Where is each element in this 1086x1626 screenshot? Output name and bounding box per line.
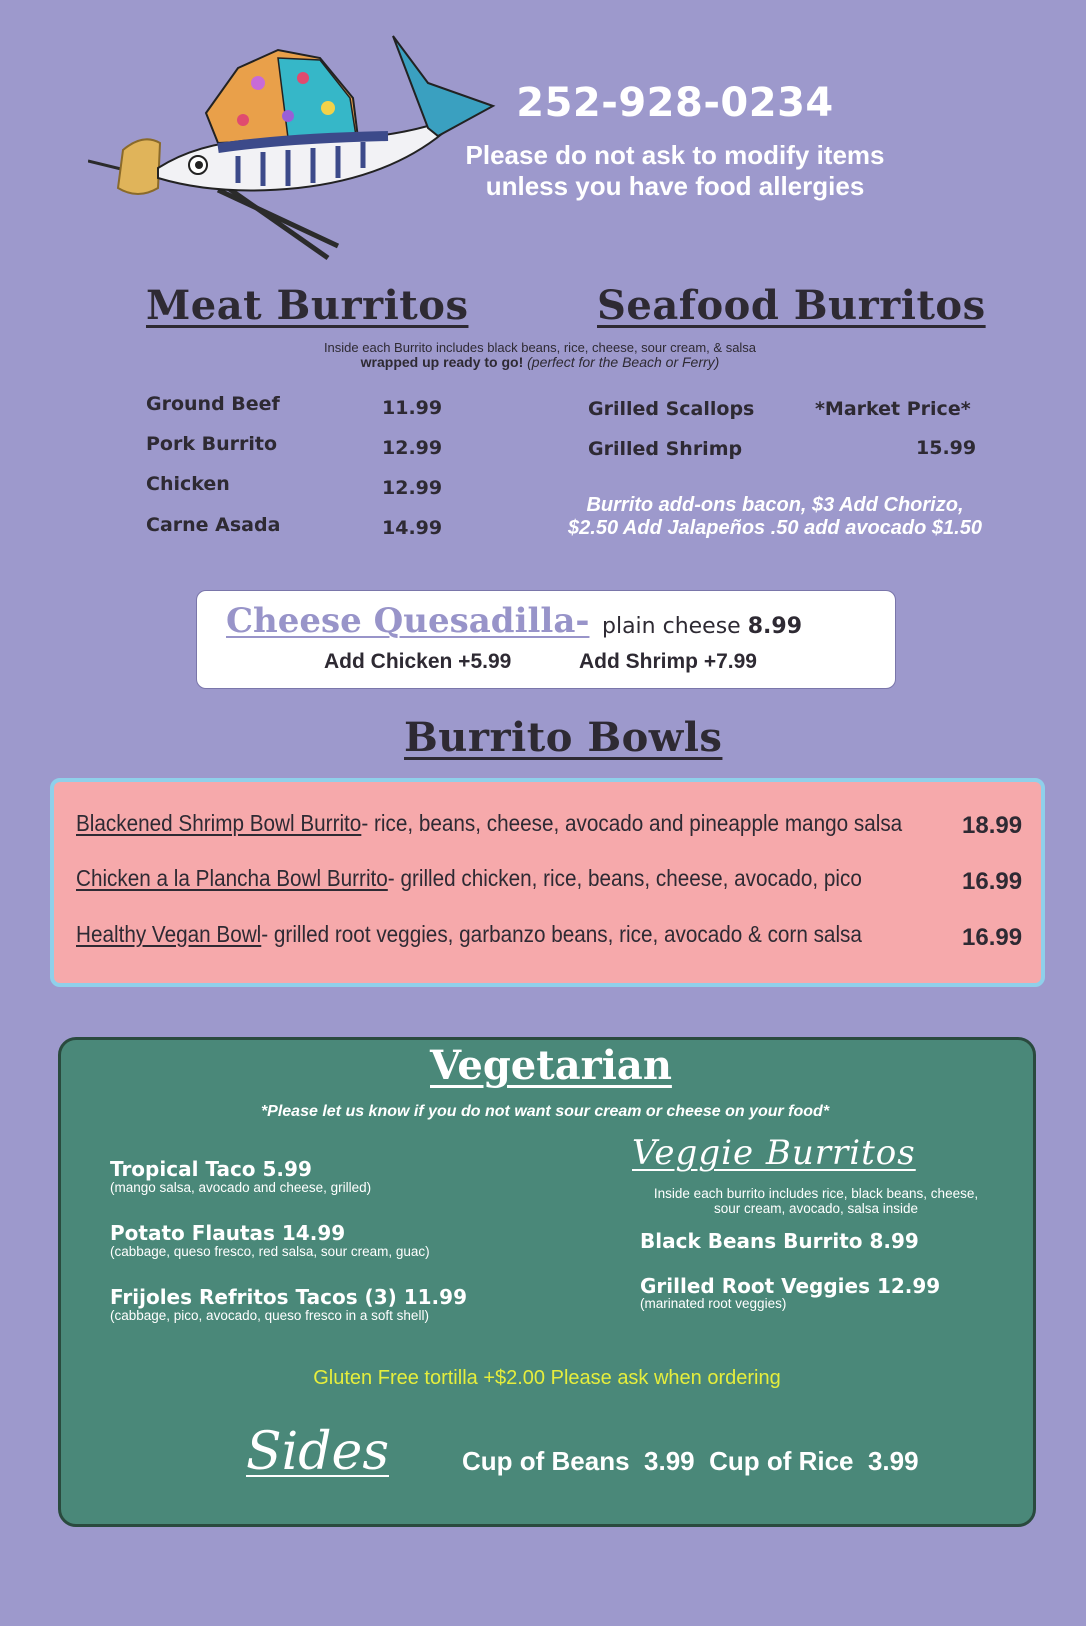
sides-heading: Sides [246,1422,389,1482]
meat-item-price: 14.99 [382,517,443,539]
seafood-item-name: Grilled Shrimp [588,438,743,460]
meat-item-price: 12.99 [382,477,443,499]
meat-item-price: 11.99 [382,397,443,419]
bowl-item: Healthy Vegan Bowl- grilled root veggies, garbanzo beans, rice, avocado & corn salsa [76,921,862,947]
seafood-item-price: 15.99 [916,437,977,459]
meat-item-price: 12.99 [382,437,443,459]
quesadilla-add-chicken: Add Chicken +5.99 [324,650,512,673]
veg-item-desc: (cabbage, pico, avocado, queso fresco in a soft shell) [110,1308,429,1323]
sides-items: Cup of Beans 3.99 Cup of Rice 3.99 [462,1446,919,1476]
meat-item-name: Chicken [146,473,230,495]
veg-item-name: Frijoles Refritos Tacos (3) 11.99 [110,1285,467,1309]
veggie-burritos-note: Inside each burrito includes rice, black beans, cheese, sour cream, avocado, salsa inside [653,1186,979,1216]
veggie-burrito-desc: (marinated root veggies) [640,1296,787,1311]
seafood-burritos-heading: Seafood Burritos [597,282,986,329]
veg-item-desc: (cabbage, queso fresco, red salsa, sour cream, guac) [110,1244,430,1259]
veg-item-name: Potato Flautas 14.99 [110,1221,346,1245]
veg-item-desc: (mango salsa, avocado and cheese, grilled) [110,1180,372,1195]
seafood-item-name: Grilled Scallops [588,398,755,420]
gluten-free-note: Gluten Free tortilla +$2.00 Please ask when ordering [313,1367,781,1389]
quesadilla-add-shrimp: Add Shrimp +7.99 [579,650,757,673]
vegetarian-note: *Please let us know if you do not want sour cream or cheese on your food* [260,1103,830,1120]
veggie-burrito-item: Grilled Root Veggies 12.99 [640,1274,941,1298]
meat-item-name: Pork Burrito [146,433,277,455]
seafood-item-price: *Market Price* [815,398,971,420]
meat-item-name: Carne Asada [146,514,281,536]
vegetarian-heading: Vegetarian [430,1042,672,1089]
modification-notice: Please do not ask to modify items unless you have food allergies [465,140,885,201]
veg-item-name: Tropical Taco 5.99 [110,1157,312,1181]
quesadilla-plain: plain cheese 8.99 [602,614,802,639]
bowl-item: Blackened Shrimp Bowl Burrito- rice, beans, cheese, avocado and pineapple mango salsa [76,810,903,836]
veggie-burritos-heading: Veggie Burritos [632,1133,916,1173]
burrito-bowls-heading: Burrito Bowls [404,714,723,761]
bowl-item: Chicken a la Plancha Bowl Burrito- grilled chicken, rice, beans, cheese, avocado, pico [76,865,862,891]
quesadilla-heading: Cheese Quesadilla- [226,601,590,641]
burrito-intro-line1: Inside each Burrito includes black beans, rice, cheese, sour cream, & salsa [323,340,757,355]
burrito-intro-line2: wrapped up ready to go! (perfect for the Beach or Ferry) [360,354,720,370]
phone-number[interactable]: 252-928-0234 [516,80,834,126]
meat-burritos-heading: Meat Burritos [146,282,469,329]
bowl-price: 16.99 [962,924,1023,951]
veggie-burrito-item: Black Beans Burrito 8.99 [640,1229,919,1253]
bowl-price: 16.99 [962,868,1023,895]
meat-item-name: Ground Beef [146,393,280,415]
bowl-price: 18.99 [962,812,1023,839]
burrito-addons: Burrito add-ons bacon, $3 Add Chorizo, $2.50 Add Jalapeños .50 add avocado $1.50 [568,494,982,539]
